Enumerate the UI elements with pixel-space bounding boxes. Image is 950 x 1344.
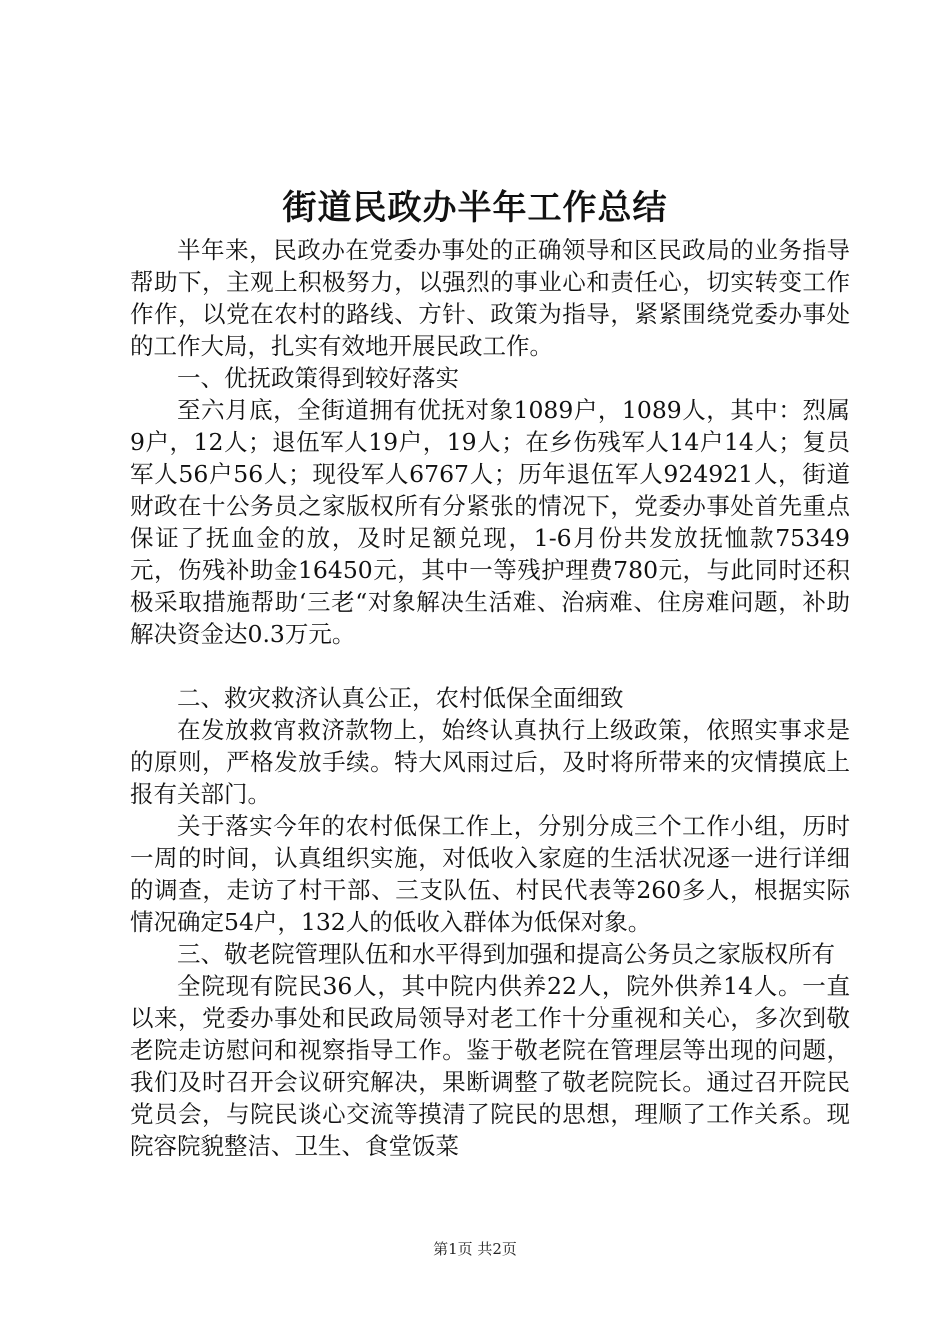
page-number: 第1页 (433, 1240, 473, 1258)
section-heading-3: 三、敬老院管理队伍和水平得到加强和提高公务员之家版权所有 (177, 940, 835, 968)
paragraph-section-2b: 关于落实今年的农村低保工作上，分别分成三个工作小组，历时一周的时间，认真组织实施，对低收入家庭的生活状况逐一进行详细的调查，走访了村干部、三支队伍、村民代表等260多人，根据实际情况确定54户，132人的低收入群体为低保对象。 (130, 812, 850, 936)
page-total: 共2页 (477, 1240, 517, 1258)
paragraph-section-1: 至六月底，全街道拥有优抚对象1089户，1089人，其中：烈属9户，12人；退伍军人19户，19人；在乡伤残军人14户14人；复员军人56户56人；现役军人6767人；历年退伍军人924921人，街道财政在十公务员之家版权所有分紧张的情况下，党委办事处首先重点保证了抚血金的放，及时足额兑现，1-6月份共发放抚恤款75349元，伤残补助金16450元，其中一等残护理费780元，与此同时还积极采取措施帮助‘三老“对象解决生活难、治病难、住房难问题，补助解决资金达0.3万元。 (130, 396, 850, 648)
document-body (130, 234, 850, 1162)
document-title: 街道民政办半年工作总结 (282, 188, 668, 228)
paragraph-intro: 半年来，民政办在党委办事处的正确领导和区民政局的业务指导帮助下，主观上积极努力，以强烈的事业心和责任心，切实转变工作作作，以党在农村的路线、方针、政策为指导，紧紧围绕党委办事处的工作大局，扎实有效地开展民政工作。 (130, 236, 850, 360)
section-heading-2: 二、救灾救济认真公正，农村低保全面细致 (177, 684, 624, 712)
section-heading-1: 一、优抚政策得到较好落实 (177, 364, 459, 392)
page-footer (0, 1238, 950, 1260)
paragraph-section-3: 全院现有院民36人，其中院内供养22人，院外供养14人。一直以来，党委办事处和民政局领导对老工作十分重视和关心，多次到敬老院走访慰问和视察指导工作。鉴于敬老院在管理层等出现的问题，我们及时召开会议研究解决，果断调整了敬老院院长。通过召开院民党员会，与院民谈心交流等摸清了院民的思想，理顺了工作关系。现院容院貌整洁、卫生、食堂饭菜 (130, 972, 850, 1160)
paragraph-section-2a: 在发放救宵救济款物上，始终认真执行上级政策，依照实事求是的原则，严格发放手续。特大风雨过后，及时将所带来的灾情摸底上报有关部门。 (130, 716, 850, 808)
